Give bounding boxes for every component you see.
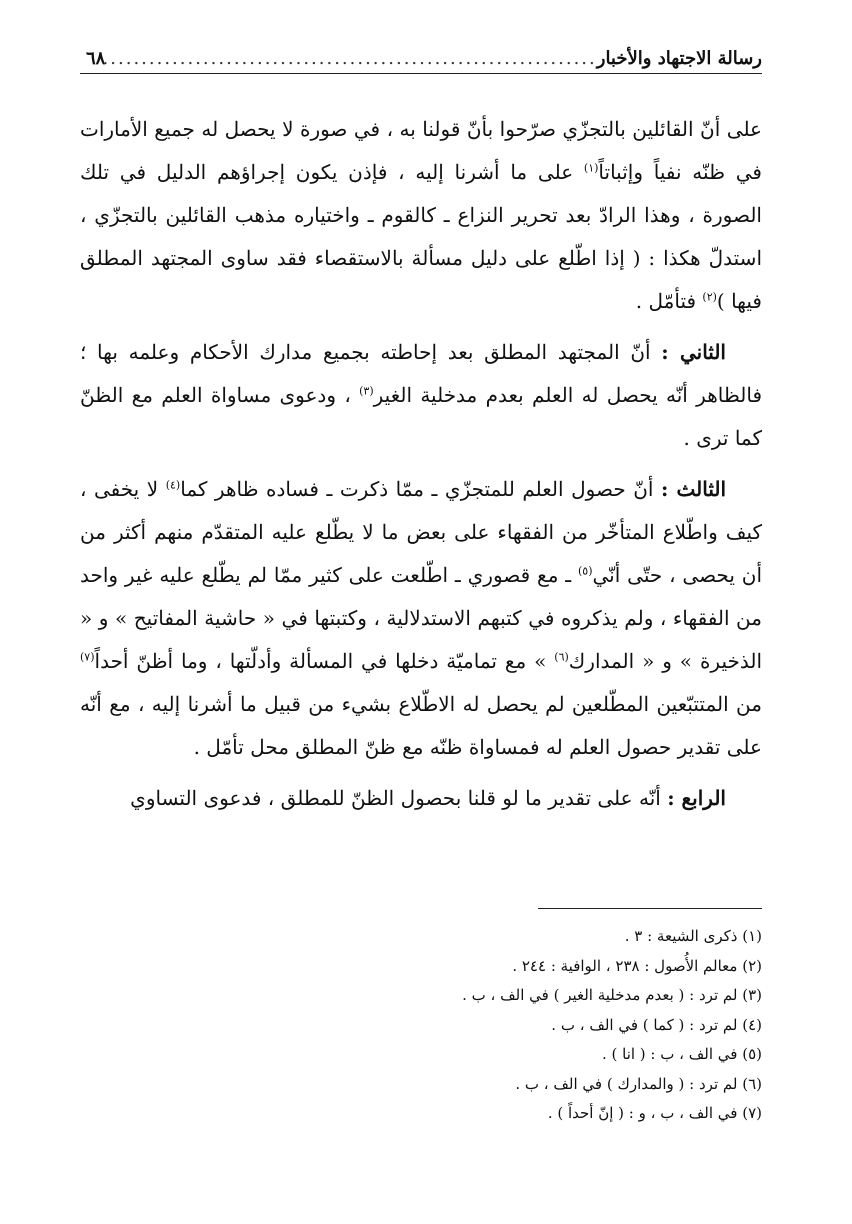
text-segment: ـ مع قصوري ـ اطّلعت على كثير ممّا لم يطّلع عليه غير واحد من الفقهاء ، ولم يذكروه في كتبهم الاستدلالية ، وكتبتها في « حاشية المفاتيح » و « الذخيرة » و « المدارك <box>80 563 763 673</box>
text-segment: لا يخفى ، كيف واطّلاع المتأخّر من الفقهاء على بعض ما لا يطّلع عليه المتقدّم منهم أكثر من أن يحصى ، حتّى أنّي <box>80 477 762 587</box>
book-page <box>80 0 762 1224</box>
text-segment: أنّ المجتهد المطلق بعد إحاطته بجميع مدارك الأحكام وعلمه بها ؛ فالظاهر أنّه يحصل له العلم بعدم مدخلية الغير <box>80 340 763 407</box>
text-segment: ، ودعوى مساواة العلم مع الظنّ كما ترى . <box>80 383 762 450</box>
text-segment: فتأمّل . <box>635 289 703 313</box>
text-segment: أنّ حصول العلم للمتجزّي ـ ممّا ذكرت ـ فساده ظاهر كما <box>180 477 661 501</box>
footnote-marker[interactable]: (٧) <box>80 650 95 664</box>
running-header <box>80 40 762 74</box>
footnote-marker[interactable]: (٤) <box>165 478 181 492</box>
header-leader-dots <box>105 48 596 69</box>
text-segment: على ما أشرنا إليه ، فإذن يكون إجراؤهم الدليل في تلك الصورة ، وهذا الرادّ بعد تحرير النزاع ـ كالقوم ـ واختياره مذهب القائلين بالتجزّي ، استدلّ هكذا : ( إذا اطّلع على دليل مسألة بالاستقصاء فقد ساوى المجتهد المطلق فيها ) <box>80 160 762 313</box>
paragraph <box>80 468 762 769</box>
footnote-item: (٢) معالم الأُصول : ٢٣٨ ، الوافية : ٢٤٤ . <box>512 956 762 975</box>
page-number: ٦٨ <box>86 48 106 69</box>
footnote-divider <box>538 908 762 909</box>
footnote-item: (٦) لم ترد : ( والمدارك ) في الف ، ب . <box>515 1074 762 1093</box>
header-title: رسالة الاجتهاد والأخبار <box>596 48 762 69</box>
paragraph <box>80 777 762 820</box>
paragraph <box>80 331 762 460</box>
footnote-marker[interactable]: (٥) <box>577 564 593 578</box>
text-segment: من المتتبّعين المطّلعين لم يحصل له الاطّلاع بشيء من قبيل ما أشرنا إليه ، مع أنّه على تقدير حصول العلم له فمساواة ظنّه مع ظنّ المطلق محل تأمّل . <box>80 692 762 759</box>
text-segment: أنّه على تقدير ما لو قلنا بحصول الظنّ للمطلق ، فدعوى التساوي <box>130 786 668 810</box>
paragraph <box>80 108 762 323</box>
footnote-item: (٤) لم ترد : ( كما ) في الف ، ب . <box>551 1015 762 1034</box>
footnote-marker[interactable]: (١) <box>583 161 599 175</box>
main-text <box>80 108 762 828</box>
footnote-marker[interactable]: (٦) <box>554 650 569 664</box>
footnote-item: (٣) لم ترد : ( بعدم مدخلية الغير ) في الف ، ب . <box>462 986 762 1004</box>
paragraph-lead: الثالث : <box>660 477 727 501</box>
footnotes <box>80 922 762 1129</box>
footnote-marker[interactable]: (٣) <box>359 384 374 398</box>
paragraph-lead: الرابع : <box>667 786 726 810</box>
text-segment: على أنّ القائلين بالتجزّي صرّحوا بأنّ قولنا به ، في صورة لا يحصل له جميع الأمارات في ظنّه نفياً وإثباتاً <box>80 117 762 184</box>
footnote-item: (١) ذكرى الشيعة : ٣ . <box>624 927 762 945</box>
footnote-marker[interactable]: (٢) <box>702 290 717 304</box>
paragraph-lead: الثاني : <box>661 340 726 364</box>
footnote-item: (٥) في الف ، ب : ( انا ) . <box>601 1045 762 1063</box>
footnote-item: (٧) في الف ، ب ، و : ( إنّ أحداً ) . <box>547 1104 762 1122</box>
text-segment: » مع تماميّة دخلها في المسألة وأدلّتها ، وما أظنّ أحداً <box>94 649 555 673</box>
